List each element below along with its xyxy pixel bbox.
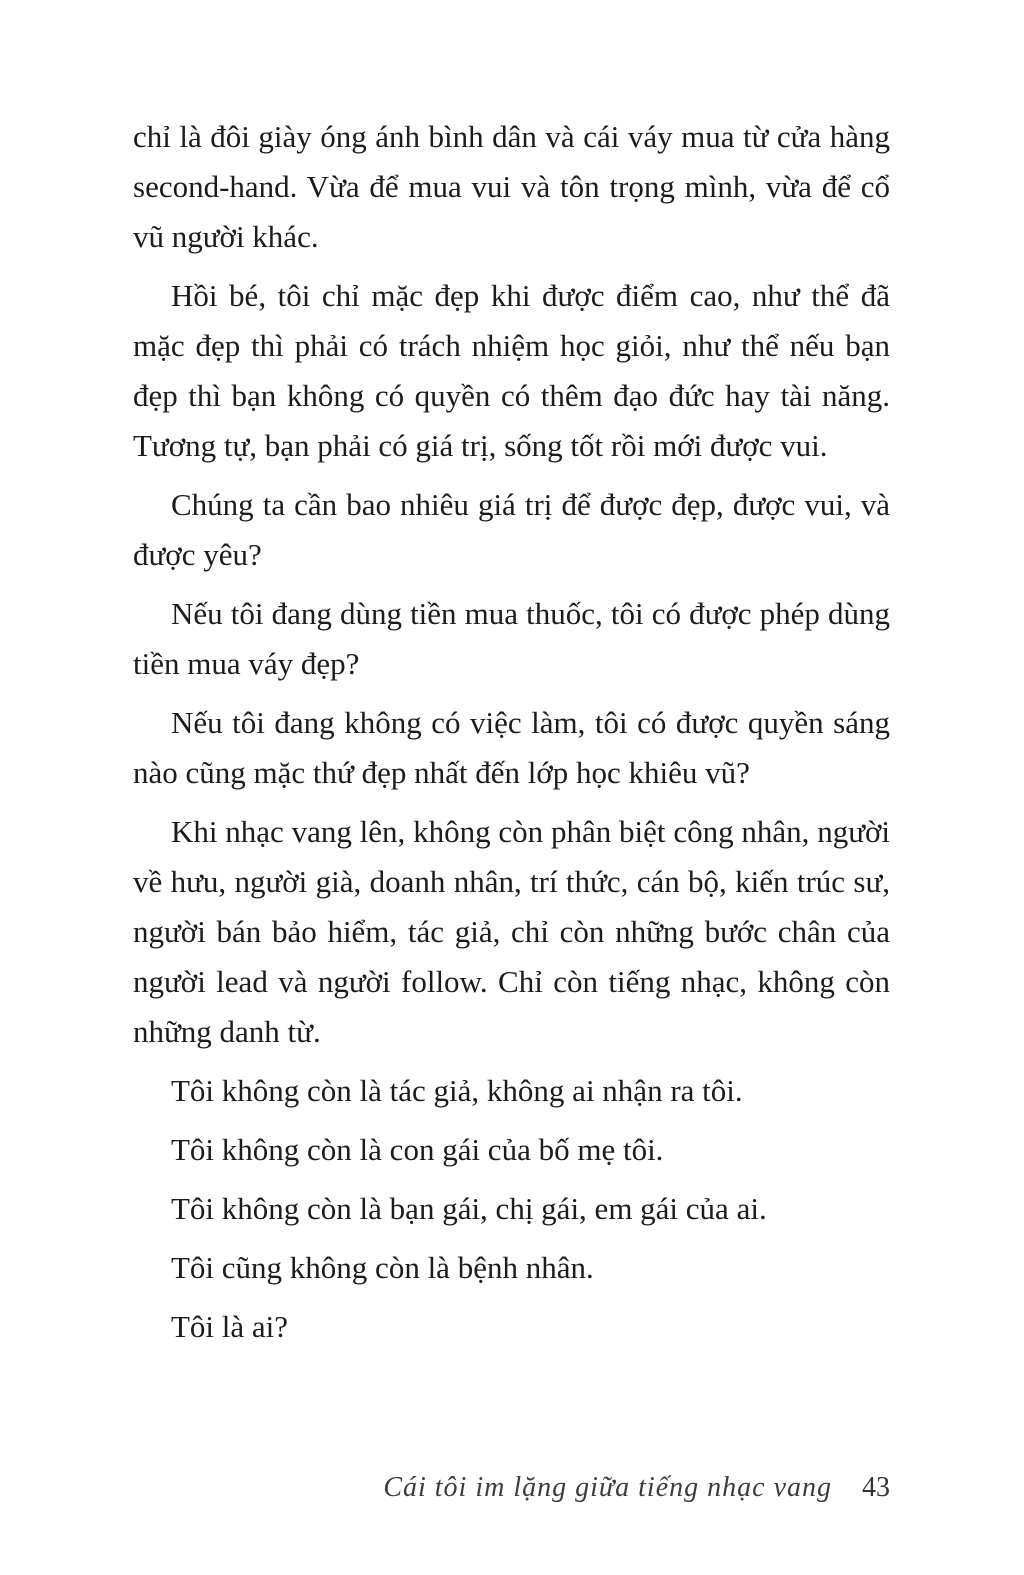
paragraph: Nếu tôi đang dùng tiền mua thuốc, tôi có được phép dùng tiền mua váy đẹp?	[133, 596, 890, 681]
paragraph: Tôi cũng không còn là bệnh nhân.	[171, 1250, 594, 1285]
paragraph: chỉ là đôi giày óng ánh bình dân và cái váy mua từ cửa hàng second-hand. Vừa để mua vui và tôn trọng mình, vừa để cổ vũ người khác.	[133, 119, 890, 254]
paragraph: Tôi không còn là tác giả, không ai nhận ra tôi.	[171, 1073, 743, 1108]
paragraph: Khi nhạc vang lên, không còn phân biệt công nhân, người về hưu, người già, doanh nhân, trí thức, cán bộ, kiến trúc sư, người bán bảo hiểm, tác giả, chỉ còn những bước chân của người lead và người follow. Chỉ còn tiếng nhạc, không còn những danh từ.	[133, 814, 890, 1049]
paragraph: Tôi là ai?	[171, 1309, 289, 1344]
paragraph: Chúng ta cần bao nhiêu giá trị để được đẹp, được vui, và được yêu?	[133, 487, 890, 572]
page-number: 43	[862, 1472, 890, 1503]
running-title: Cái tôi im lặng giữa tiếng nhạc vang	[383, 1472, 832, 1503]
paragraph: Tôi không còn là con gái của bố mẹ tôi.	[171, 1132, 664, 1167]
paragraph: Hồi bé, tôi chỉ mặc đẹp khi được điểm cao, như thể đã mặc đẹp thì phải có trách nhiệm học giỏi, như thể nếu bạn đẹp thì bạn không có quyền có thêm đạo đức hay tài năng. Tương tự, bạn phải có giá trị, sống tốt rồi mới được vui.	[133, 278, 890, 463]
page-footer	[133, 1470, 890, 1506]
paragraph: Nếu tôi đang không có việc làm, tôi có được quyền sáng nào cũng mặc thứ đẹp nhất đến lớp học khiêu vũ?	[133, 705, 890, 790]
page-body	[133, 112, 890, 1361]
paragraph: Tôi không còn là bạn gái, chị gái, em gái của ai.	[171, 1191, 767, 1226]
